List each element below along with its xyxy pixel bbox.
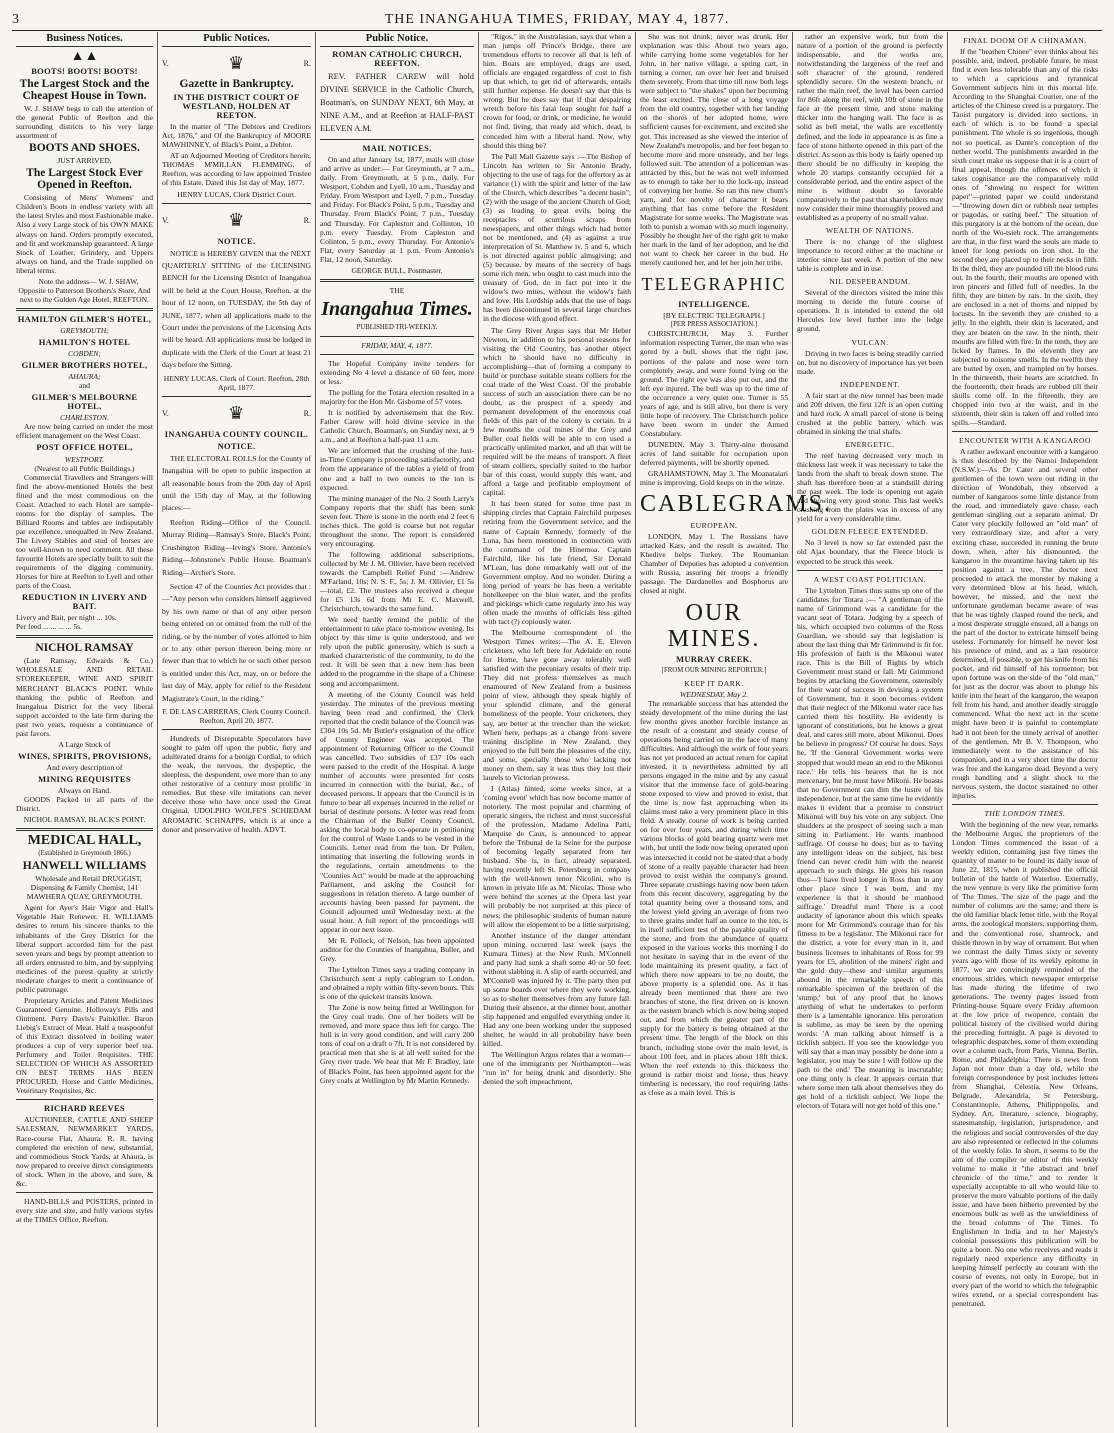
mine-heading: ENERGETIC. bbox=[845, 439, 895, 449]
news-item: It is notified by advertisement that the Rev. Father Carew will hold divine service in the Catholic Church, Boatman's, on Sunday next, at 9 a.m., and at Reefton a half-past 11 a.m. bbox=[320, 408, 474, 445]
court-heading: IN THE DISTRICT COURT OF WESTLAND, HOLDEN AT REETON. bbox=[173, 92, 300, 121]
london-times-heading: THE LONDON TIMES. bbox=[984, 808, 1066, 818]
news-item: The Melbourne correspondent of the Westport Times writes:—The A. E. Eleven cricketers, who left here for Adelaide en route for Home, have gone away tolerably well satisfied with the pecuniary results of their trip. They did not profess themselves as much enamoured of New Zealand from a business point of view, although they speak highly of your splendid climate, and the general homeliness of the people. Your cricketers, they say, are better at the trencher than the wicket. When here, perhaps as a change from severe training discipline in New Zealand, they enjoyed to the full bent the pleasures of the city, and some, specially those who lacking not money on them, say it was thus they lost their laurels to Victorian prowess. bbox=[483, 628, 631, 782]
politician-body: The Lyttelton Times thus sums up one of the candidates for Totara :— "A gentleman of the name of Grimmond was a candidate for the vacant seat of Totara. Judging by a speech of his, which occupied two columns of the Ross Guardian, we should say that legislation is about the last thing that Mr Grimmond is fit for. His profession of faith is the Mikonui water race. This is the Bill of Rights by which Government must stand or fall. Mr Grimmond begins by attacking the Government, ostensibly for their want of success in devising a system of Government, but it soon becomes evident that their neglect of the Mikonui water race has carried them his hostility. He evidently is ignorant of constitutions, but he knows a great deal, and cares still more, about Mikonui. Does he believe in progress? Of course he does. Says he, 'If the General Government works were stopped that would mean an end to the Mikonui race.' He tells his hearers that he is not mercenary, but he must have Mikoni. He boasts that no Government can dim the lustre of his independence, but at the same time he evidently makes it evident that a promise to construct Mikonui will buy his vote on any subject. One shudders at the prospect of seeing such a man sitting in Parliament. He wants manhood suffrage. Of course he does; but as to having any intelligent ideas on the subject, his best friend can never credit him with the nearest approach to such things. He gives his reason thus—'I have lived longer in Ross than in any other place since I was born, and my experience is that it should be manhood suffrage.' Dreadful man! There is a cool audacity of ignorance about this which speaks more for Mr Grimmond's courage than for his fitness to be a legislator. The Mikonui race for the district, a vote for every man in it, and business licenses to inhabitants of Ross for 99 years for £5, abolition of the miners' right and the gold duty—these and similar arguments abound in the remarkable speech of this remarkable specimen of the brethren of the 'stump;' but of any proof that he knows anything of what he undertakes to perform there is a lamentable ignorance. His peroration is sublime, as may be seen by the opening words: 'A man talking about himself is a ticklish subject. If you see the knowledge you will say that a man may possibly be done into a legislator, you may be sure I will follow up the path to the end.' The meaning is inscrutable; one thing only is clear. It appears certain that where some men talk about themselves they do get hold of a ticklish subject. We hope the electors of Totara will not get hold of this one." bbox=[797, 585, 943, 1111]
news-item: "Rigos," in the Australasian, says that when a man jumps off Prince's Bridge, there are tremendous efforts to recover all that is left of him. Boats are employed, drags are used, officials are engaged regardless of cost to fish up that which, to get rid of afterwards, entails still further expense. He doesn't say that this is wrong. But he does say that if that despairing wretch before his fatal leap sought for half a crown for food, or drink, or medicine, he would not find, living, that ready aid which, dead, is conceded him with a liberal hand. Now, why should this thing be? bbox=[483, 32, 631, 150]
medical-hall-name: HANWELL WILLIAMS bbox=[22, 860, 147, 873]
council-section-47: Section 47 of the Counties Act provides that :—"Any person who considers himself aggrieved by his own name or that of any other person being entered on or omitted from the roll of the riding, or by the number of votes allotted to him or to any other person thereon being more or fewer than that to which he or such other person is entitled under this Act, may, on or before the last day of May, apply for relief to the Resident Magistrate's Court, in the riding." bbox=[162, 581, 311, 703]
livery-heading: REDUCTION IN LIVERY AND BAIT. bbox=[21, 592, 148, 612]
telegram-item: CHRISTCHURCH, May 3. Further information respecting Turner, the man who was gored by a bull, shows that the right jaw, portions of the palate and nose were torn completely away, and were found lying on the ground. The right eye was also put out, and the left eye injured. The bull was up to the time of the occurrence a very quiet one. Turner is 55 years of age, and is still alive, but there is very little hope of recovery. The Christchurch police have been sworn in under the Armed Constabulary. bbox=[640, 329, 788, 438]
hotel-line: GILMER BROTHERS HOTEL, bbox=[21, 360, 148, 371]
telegram-item: GRAHAMSTOWN, May 3. The Moanataiari mine is improving. Gold keeps on in the winze. bbox=[640, 469, 788, 488]
divider bbox=[320, 336, 474, 337]
reeves-body: AUCTIONEER, CATTLE AND SHEEP SALESMAN, NEWMARKET YARDS, Race-course Flat, Ahaura. R. R. having completed the erection of new, substantial, and commodious Stock Yards, at Ahaura, is now prepared to receive direct consignments of stock. When in the above, and sure, & &c. bbox=[16, 1115, 153, 1188]
court-signature: HENRY LUCAS, Clerk District Court. bbox=[177, 189, 296, 199]
cablegrams-heading: CABLEGRAMS. bbox=[640, 491, 833, 518]
news-item: The following additional subscriptions, collected by Mr J. M. Ollivier, have been received towards the Campbell Relief Fund :—Andrew M'Farland, 10s; N. S. F., 5s; J. M. Ollivier, £1 5s—total, £2. The trustees also received a cheque for £5 13s 6d from Mr E. C. Maxwell, Christchurch, towards the same fund. bbox=[320, 549, 474, 614]
mail-body: On and after January 1st, 1877, mails will close and arrive as under:— For Greymouth, at 7 a.m., daily. From Greymouth, at 5 p.m., daily. For Westport, Cobden and Lyell, 10 a.m., Tuesday and Friday. From Westport and Lyell, 7 p.m., Tuesday and Friday. For Black's Point, 5 p.m., Tuesday and Thursday. From Black's Point, 7 p.m., Tuesday and Thursday. For Capleston and Collinton, 10 p.m. every Tuesday. From Capleston and Colinton, 5 p.m., every Thursday. For Antonio's Flat, every Saturday at 1 p.m. From Antonio's Flat, 12 noon, Saturday. bbox=[320, 155, 474, 264]
chinaman-heading: FINAL DOOM OF A CHINAMAN. bbox=[963, 36, 1087, 45]
section-header: Public Notices. bbox=[162, 32, 311, 47]
paper-title: Inangahua Times. bbox=[321, 297, 473, 320]
news-item: Another instance of the danger attendant upon mining occurred last week (says the Kumara Times) at the New Rush. M'Connell and party had sunk a shaft some 40 or 50 feet, without slabbing it. A slip of earth occurred, and M'Connell was injured by it. The party then put up some boards over where they were working, so as to shelter themselves from any future fall. During their absence, at the dinner hour, another slip happened and engulfed everything under it. Had any one been working under the supposed shelter, he would in all probability have been killed. bbox=[483, 930, 631, 1049]
licensing-notice-body: NOTICE is HEREBY GIVEN that the NEXT QUARTERLY SITTING of the LICENSING BENCH for the Licensing District of Inangahua will be held at the Court House, Reefton, at the hour of 12 noon, on TUESDAY, the 5th day of JUNE, 1877, when all applications made to the Court under the provisions of the Licensing Acts will be heard. All applications must be lodged in duplicate with the Clerk of the Court at least 21 days before the Sitting. bbox=[162, 248, 311, 370]
paper-the: THE bbox=[389, 285, 405, 295]
shaw-headline: The Largest Stock and the Cheapest House in Town. bbox=[19, 78, 150, 103]
telegraphic-press: [PER PRESS ASSOCIATION.] bbox=[670, 321, 758, 329]
medical-hall-address: Wholesale and Retail DRUGGIST, Dispensing & Family Chemist, 141 MAWHERA QUAY, GREYMOUTH. bbox=[26, 874, 143, 902]
telegraphic-by: [BY ELECTRIC TELEGRAPH.] bbox=[663, 311, 765, 321]
crest-v: V. bbox=[162, 216, 169, 226]
post-office-note: (Nearest to all Public Buildings.) bbox=[34, 463, 135, 473]
court-body: AT an Adjourned Meeting of Creditors herein, THOMAS M'MILLAN FLEMMING, of Reefton, was according to law appointed Trustee of this Estate. Dated this 1st day of May, 1877. bbox=[162, 151, 311, 188]
shaw-body: Consisting of Mens' Womens' and Children's Boots in endless variety with all the latest Styles and most Fashionable make. Also a very Large stock of his OWN MAKE always on hand. Orders promptly executed, and fit and workmanship guaranteed. A large Stock of Leather, Grindery, and Uppers always on hand, and the Trade supplied on liberal terms. bbox=[16, 193, 153, 275]
handbills-ad: HAND-BILLS and POSTERS, printed in every size and size, and fully various styles at the TIMES Office, Reefton. bbox=[16, 1196, 153, 1224]
ramsay-line: Always on Hand. bbox=[58, 786, 111, 795]
church-heading: ROMAN CATHOLIC CHURCH, REEFTON. bbox=[332, 49, 462, 69]
mine-report: There is no change of the slightest importance to record either at the machine or interior since last week. A portion of the new table is complete and in use. bbox=[797, 237, 943, 274]
livery-price: Livery and Bait, per night ... 10s. bbox=[16, 613, 117, 623]
post-office-body: Commercial Travellers and Strangers will find the above-mentioned Hotels the best fitted and the most commodious on the Coast. Attached to each Hotel are sample-rooms for the display of samples. The Billiard Rooms and tables are indisputably par excellence, unequalled in New Zealand. The Livery Stables and stud of horses are too well-known to need comment. All these favourite Hotels are specially built to suit the requirements of the digging community. Horses for hire at Reefton to Lyell and other parts of the Coast. bbox=[16, 472, 153, 591]
divider bbox=[320, 139, 474, 140]
ramsay-line: WINES, SPIRITS, PROVISIONS, bbox=[17, 750, 152, 761]
mine-report: No 3 level is now so far extended past the old Ajax boundary, that the Fleece block is expected to be struck this week. bbox=[797, 538, 943, 566]
shaw-just-arrived: JUST ARRIVED, bbox=[57, 156, 112, 166]
post-office-town: WESTPORT. bbox=[64, 454, 105, 464]
crest-r: R. bbox=[303, 216, 311, 226]
mine-heading: WEALTH OF NATIONS. bbox=[825, 225, 915, 235]
column-business-notices bbox=[12, 32, 158, 1427]
kangaroo-body: A rather awkward encounter with a kangaroo is thus described by the Namoi Independent (N.S.W.):—As Dr Cater and several other gentlemen of the town were out riding in the direction of Wondobah, they observed a number of kangaroos some little distance from the road, and immediately gave chase, each gentleman singling out a separate animal. Dr Cater very pluckily followed an "old man" of very extraordinary size, and after a very exciting chase, succeeded in running the brute down, when, after his dismounted, the kangaroo in the meantime having taken up his position against a tree. The doctor next proceeded to attack the monster by making a very determined blow at his head, which, however, he missed, and the next the unfortunate gentleman became aware of was that he was tightly clasped round the neck, and a most desperate struggle ensued, all a hangs on the part of the doctor to extricate himself being useless. Fortunately for himself he never lost his presence of mind, and as a last resource determined, if possible, to get his knife from his pocket, and rid himself of his tormentor; but upon fortune was on the side of the "old man," for just as the doctor was about to plunge his knife into the heart of the kangaroo, the weapon fell from his hand, and another deadly struggle commenced. What the next act in the scene might have been it is painful to contemplate had it not been for the timely arrival of another of the gentlemen, Mr B. V. Thompson, who immediately went to the assistance of his companion, and in a very short time the doctor was free and the kangaroo dead. Beyond a very rough handling and a slight shock to the nervous system, the doctor sustained no other injuries. bbox=[952, 447, 1098, 800]
shaw-boots-heading: BOOTS AND SHOES. bbox=[29, 142, 140, 155]
ramsay-line: GOODS Packed to all parts of the District. bbox=[16, 795, 153, 814]
hotel-line: and bbox=[79, 381, 90, 391]
shaw-address: Note the address— W. J. SHAW, Opposite to Patterson Brothers's Store, And next to the Golden Age Hotel, REEFTON. bbox=[18, 276, 151, 304]
royal-crest bbox=[162, 401, 311, 427]
mine-heading: GOLDEN FLEECE EXTENDED. bbox=[811, 527, 929, 537]
section-header: Public Notice. bbox=[320, 32, 474, 47]
telegraphic-subheading: INTELLIGENCE. bbox=[678, 299, 750, 310]
divider bbox=[16, 1099, 153, 1100]
notice-heading: NOTICE. bbox=[217, 235, 256, 246]
divider bbox=[797, 570, 943, 571]
mail-signature: GEORGE BULL, Postmaster. bbox=[351, 265, 443, 275]
council-signature: F. DE LAS CARRERAS, Clerk County Council. Reefton, April 20, 1877. bbox=[162, 706, 311, 726]
hotel-line: HAMILTON GILMER'S HOTEL, bbox=[17, 313, 152, 324]
divider bbox=[162, 396, 311, 397]
ramsay-line: A Large Stock of bbox=[58, 739, 111, 749]
reeves-heading: RICHARD REEVES bbox=[44, 1103, 125, 1114]
news-item: It has been stated for some time past in shipping circles that Captain Fairchild purposes retiring from the Government service, and the name of Captain Kennedy, formerly of the Luna, has been mentioned in connection with the command of the Hinemoa. Captain Fairchild, like his late friend, Sir Donald M'Lean, has done remarkably well out of the Government employ. And no wonder. During a long period of years he has been a veritable hotelkeeper on the blue water, and the profits and pickings which came regularly into his way often made the mouths of officials less gifted with tact (?) copiously water. bbox=[483, 499, 631, 626]
divider bbox=[162, 729, 311, 730]
divider bbox=[16, 635, 153, 638]
cablegram-body: LONDON, May 1. The Russians have attacked Kars, and the result is awaited. The Khedive helps Turkey. The Roumanian Chamber of Deputies has adopted a convention with Russia, assuring her troops a friendly passage. The Dardanelles and Bosphorus are closed at night. bbox=[640, 532, 788, 596]
page-number: 3 bbox=[12, 12, 20, 27]
news-item: We are informed that the crushing of the Just-in-Time Company is proceeding satisfactorily, and from the appearance of the tables a yield of from one and a half to two ounces to the ton is expected. bbox=[320, 446, 474, 492]
coat-of-arms-icon: ♛ bbox=[228, 52, 245, 73]
news-item: The mining manager of the No. 2 South Larry's Company reports that the shaft has been sunk seven feet. There is stone in the north end 2 feet 6 inches thick. The gold is coarse but not regular throughout the stone. The report is considered very encouraging. bbox=[320, 493, 474, 548]
hotel-line: GILMER'S MELBOURNE HOTEL, bbox=[31, 392, 138, 412]
kangaroo-heading: ENCOUNTER WITH A KANGAROO bbox=[959, 436, 1091, 446]
paper-frequency: PUBLISHED TRI-WEEKLY. bbox=[356, 323, 438, 331]
news-item: She was not drunk; never was drunk. Her explanation was this: About two years ago, while carrying home some vegetables for her John, in her native village, a spring cart, in turning a corner, ran over her feet and bruised them severely. From that time till now both legs were subject to "the shakes" upon her becoming the least excited. The close of a long voyage from the old country, together with her landing on the shores of her adopted home, were sufficient causes for excitement, and excited she got. This increased as she viewed the interior of New Zealand's metropolis, and her feet began to become more and more unsteady, and her legs followed suit. The attention of a policeman was attracted by this, but he was not well informed as to enough to take her to the lock-up, instead of conveying her home. So ran this new chum's yarn, and for novelty of character it bears anything that has come before the Resident Magistrate for some weeks. The Magistrate was loth to punish a woman with so much ingenuity. Possibly he thought her of the right grit to make her mark in the land of her adoption, and he did not want to check her career in the bud. He merely cautioned her, and let her join her tribe. bbox=[640, 32, 788, 268]
mail-heading: MAIL NOTICES. bbox=[362, 143, 432, 154]
mine-report: A fair start at the new tunnel has been made and 20ft driven, the first 12ft is an open cutting and hard rock. A small parcel of stone is being crushed at the public battery, which was obtained in sinking the trial shafts. bbox=[797, 390, 943, 436]
council-notice: NOTICE. bbox=[217, 440, 256, 451]
section-header: Business Notices. bbox=[16, 32, 153, 47]
boot-icon: ▲▲ bbox=[70, 49, 99, 65]
livery-price: Per feed ... ... ... ... 5s. bbox=[16, 622, 83, 632]
council-heading: INANGAHUA COUNTY COUNCIL. bbox=[164, 428, 309, 439]
news-item: Mr R. Pollock, of Nelson, has been appointed auditor for the Counties of Inangahua, Buller, and Grey. bbox=[320, 935, 474, 963]
medical-hall-heading: MEDICAL HALL, bbox=[27, 833, 142, 849]
chinaman-body: If the "heathen Chinee" ever thinks about his possible, and, indeed, probable future, he must find it even less tolerable than any of the risks to which a capricious and tyrannical Government subjects him in this mortal life. According to the Shanghai Courier, one of the articles of the Chinese creed is a purgatory. The Taoist purgatory is divided into sections, in each of which is to be found a special punishment. The whole is so ingenious, though not so poetical, as Dante's conception of the nether world. The punishments awarded in the sixth court make us suppose that it is a court of final appeal, though the offences of which it takes cognisance are the comparatively mild ones of "showing no respect for written paper"—printed paper we could understand—"throwing down dirt or rubbish near temples or pagodas, or eating beef." The situation of this purgatory is at the bottom of the ocean, due north of the Wo-tsieh rock. The arrangements are that, in the first ward the souls are made to kneel for long periods on iron shot. In the second they are placed up to their necks in filth. In the third, they are pounded till the blood runs out. In the fourth, their mouths are opened with iron pincers and filled full of needles. In the fifth, they are bitten by rats. In the sixth, they are enclosed in a net of thorns and nipped by locusts. In the seventh they are crushed to a jelly. In the eighth, their skin is lacerated, and they are beaten on the raw. In the ninth, their mouths are filled with fire. In the tenth, they are licked by flames. In the eleventh they are subjected to noisome smells. In the twelfth they are butted by oxen, and trampled on by horses. In the thirteenth, their hearts are scratched. In the fourteenth, their heads are rubbed till their skulls come off. In the fifteenth, they are chopped into two at the waist, and in the sixteenth, their skin is taken off and rolled into spills.—Standard. bbox=[952, 47, 1098, 427]
ramsay-line: And every description of bbox=[46, 762, 123, 772]
medical-hall-sub: (Established in Greymouth 1866.) bbox=[38, 850, 131, 858]
church-body: REV. FATHER CAREW will hold DIVINE SERVICE in the Catholic Church, Boatman's, on SUNDAY NEXT, 6th May, at NINE A.M., and at Reefton at HALF-PAST ELEVEN A.M. bbox=[320, 72, 474, 134]
hotel-line: HAMILTON'S HOTEL bbox=[38, 336, 131, 347]
divider bbox=[162, 203, 311, 204]
masthead bbox=[12, 6, 1102, 31]
licensing-signature: HENRY LUCAS, Clerk of Court. Reefton, 28th April, 1877. bbox=[163, 373, 310, 392]
mine-report: The reef having decreased very much in thickness last week it was necessary to take the lands from the shaft to break down stone. The shaft has therefore been at a standstill during the past week. The lode is opening out again and showing very good stone. This last week's crushing from the plates was in excess of any yield for a very considerable time. bbox=[797, 451, 943, 524]
shaw-top: BOOTS! BOOTS! BOOTS! bbox=[31, 66, 138, 77]
mining-date: WEDNESDAY, May 2. bbox=[679, 689, 749, 699]
news-item: The Grey River Argus says that Mr Heber Newton, in addition to his personal reasons for visiting the Old Country, has another object which he should have no difficulty in accomplishing—that of forming a company to build or purchase suitable steam colliers for the coal trade of the West Coast. Of the probable success of such an association there can be no doubt, as the prospect of a speedy and permanent development of the enormous coal fields of this part of the colony is certain. In a few months the coal mines of the Grey and Buller coal fields will be able to con used a practically unlimited market, and all that will be required will be the means of transport. A fleet of steam colliers, specially suited to the harbor bar of this coast, would supply this want, and afford a large and profitable employment of capital. bbox=[483, 325, 631, 498]
news-item: I (Atlas) hinted, some weeks since, at a 'coming event' which has now become matter of notoriety. The most popular and charming of operatic singers, the richest and most successful of the profession, Madame Adelina Patti, Marquise de Caux, is announced to appear before the Tribunal de la Seine for the purpose of becoming legally separated from her husband. She is, in fact, already separated, having recently left St. Petersburg in company with the well-known tenor Nicolini, who is known in private life as M. Nicolas. Those who were behind the scenes at the Opera last year will probably be not surprised at this piece of news; the philosophic students of human nature will allow the elopement to be a little surprising. bbox=[483, 783, 631, 929]
mining-reporter: [FROM OUR MINING REPORTER.] bbox=[661, 666, 767, 674]
divider bbox=[320, 279, 474, 282]
politician-heading: A WEST COAST POLITICIAN. bbox=[813, 574, 927, 584]
editorial-date: FRIDAY, MAY, 4, 1877. bbox=[361, 340, 433, 350]
gazette-heading: Gazette in Bankruptcy. bbox=[179, 78, 294, 91]
column-telegraphic bbox=[636, 32, 833, 1427]
column-public-notices bbox=[158, 32, 316, 1427]
news-item: We need hardly remind the public of the entertainment to take place to-morrow evening. Its object by this time is quite understood, and we rely upon the public generosity, which is such a marked characteristic of the community, to do the rest. It will be seen that a new item has been added to the programme in the shape of a Chinese song and accompaniment. bbox=[320, 615, 474, 688]
post-office-hotel: POST OFFICE HOTEL, bbox=[36, 442, 133, 453]
mine-report: Driving in two faces is being steadily carried on, but no discovery of importance has yet been made. bbox=[797, 348, 943, 376]
hotel-line: CHARLESTON. bbox=[59, 413, 110, 423]
news-item: The Pall Mall Gazette says :—The Bishop of Lincoln has written to Sir Antonio Brady, objecting to the use of tags for the offertory as at variance (1) with the spirit and letter of the law of the Church, which describes "a decent basin"; (2) with the usage of the ancient Church of God; (3) as leading to great evils, being the receptacles of scurrilous scraps from newspapers, and other things which had better not be mentioned, and (4) as against a true interpretation of St. Matthew iv. 5 and 6, which is not directed against public almsgiving; and (5) because, by means of the secrecy of bags some rich men, who ought to cast much into the treasury of God, do in fact put into it the widow's two mites, without the widow's faith and love. His Lordship adds that the use of bags has been discontinued in several large churches in the diocese with good effect. bbox=[483, 151, 631, 324]
news-item: The Hopeful Company invite tenders for extending No 4 level a distance of 60 feet, more or less. bbox=[320, 358, 474, 387]
ramsay-body: (Late Ramsay, Edwards & Co.) WHOLESALE AND RETAIL STOREKEEPER, WINE AND SPIRIT MERCHANT BLACK'S POINT. While thanking the public of Reefton and Inangahua District for the very liberal support accorded to the late firm during the past two years, requests a continuance of past favors. bbox=[16, 656, 153, 738]
column-public-notice-editorial bbox=[316, 32, 479, 1427]
ramsay-line: MINING REQUISITES bbox=[38, 773, 131, 784]
crest-r: R. bbox=[303, 58, 311, 68]
divider bbox=[952, 804, 1098, 805]
mine-heading: VULCAN. bbox=[851, 337, 889, 347]
columns bbox=[12, 32, 1102, 1427]
news-item: The polling for the Totara election resulted in a majority for the Hon Mr. Gisborne of 57 votes. bbox=[320, 388, 474, 407]
european-heading: EUROPEAN. bbox=[690, 521, 738, 531]
our-mines-heading: OUR MINES. bbox=[667, 599, 761, 652]
hotel-line: COBDEN; bbox=[68, 349, 101, 359]
news-item: The Wellington Argus relates that a woman—one of the immigrants per Northampton—was "run in" for being drunk and disorderly. She denied the soft impeachment, bbox=[483, 1050, 631, 1087]
mine-heading: NIL DESPERANDUM. bbox=[829, 277, 911, 287]
column-news-continued bbox=[479, 32, 636, 1427]
ramsay-line: NICHOL RAMSAY, BLACK'S POINT. bbox=[23, 815, 146, 825]
news-item: A meeting of the County Council was held yesterday. The minutes of the previous meeting having been read and confirmed, the Clerk reported that the credit balance of the Council was £304 10s 5d. Mr Butler's resignation of the office of County Engineer was accepted. The appointment of Returning Officer to the Council was cancelled. Two subsidies of £37 10s each were passed to the credit of the Hospital. A large number of accounts were presented for costs incurred in connection with the burial, &c., of deceased persons. It appears that the Council is in future to bear all expenses incurred in the relief or burial of destitute persons. A letter was read from the Chairman of the Buller County Council, asking the local body to co-operate in petitioning for the control of Waste Lands to be vested in the Councils. Letter read from the hon. Dr Pollen, intimating that inserting the following words in the regulations, certain amendments to the "Counties Act" would be made at the approaching Parliament, and asking the Council for suggestions in relation thereto. A large number of accounts having been passed for payment, the Council adjourned until Wednesday next, at the usual hour. A full report of the proceedings will appear in our next issue. bbox=[320, 689, 474, 934]
shaw-intro: W. J. SHAW begs to call the attention of the general Public of Reefton and the surrounding districts to his very large assortment of bbox=[16, 104, 153, 141]
divider bbox=[16, 1192, 153, 1193]
court-matter: In the matter of "The Debtors and Creditors Act, 1876," and Of the Bankruptcy of MOORE MAWHINNEY, of Black's Point, a Debtor. bbox=[162, 122, 311, 150]
council-body: THE ELECTORAL ROLLS for the County of Inangahua will be open to public inspection at all reasonable hours from the 20th day of April until the 15th day of May, at the following places:— bbox=[162, 453, 311, 513]
keep-it-dark-heading: KEEP IT DARK. bbox=[684, 678, 744, 688]
coat-of-arms-icon: ♛ bbox=[228, 403, 245, 424]
royal-crest bbox=[162, 208, 311, 234]
medical-hall-body: Agent for Ayer's Hair Vigor and Hall's Vegetable Hair Renewer. H. WILLIAMS desires to return his sincere thanks to the inhabitants of the Grey District for the liberal support accorded him for the past seven years and begs by prompt attention to all orders entrusted to him, and by supplying medicines of the purest quality at strictly moderate charges to merit a continuance of public patronage. bbox=[16, 903, 153, 994]
divider bbox=[320, 354, 474, 355]
news-item: The Lyttelton Times says a trading company in Christchurch sent a reply cablegram to London, and obtained a reply within fifty-seven hours. This is one of the quickest transits known. bbox=[320, 964, 474, 1002]
divider bbox=[952, 431, 1098, 432]
telegram-item: DUNEDIN, May 3. Thirty-nine thousand acres of land suitable for occupation upon deferred payments, will be shortly opened. bbox=[640, 439, 788, 468]
hotel-line: AHAURA; bbox=[68, 372, 101, 382]
mine-report: Several of the directors visited the mine this morning to decide the future course of operations. It is intended to extend the old Hercules low level further into the ledge ground. bbox=[797, 288, 943, 334]
column-features bbox=[948, 32, 1102, 1427]
masthead-title: THE INANGAHUA TIMES, FRIDAY, MAY 4, 1877. bbox=[384, 12, 730, 27]
column-mines-continued bbox=[793, 32, 948, 1427]
hotel-line: GREYMOUTH; bbox=[60, 325, 109, 335]
medical-hall-list: Proprietary Articles and Patent Medicines Guaranteed Genuine. Holloway's Pills and Ointment. Perry Davis's Painkiller. Baron Liebig's Extract of Meat. Half a teaspoonful of this Extract dissolved in boiling water produces a cup of very superior beef tea. Perfumery and Toilet Requisites. THE SELECTION OF WHICH AS ASSORTED ON BEST TERMS HAS BEEN PROCURED. Horse and Cattle Medicines, Veterinary Requisites, &c. bbox=[16, 995, 153, 1096]
crest-v: V. bbox=[162, 58, 169, 68]
crest-r: R. bbox=[303, 409, 311, 419]
royal-crest bbox=[162, 50, 311, 76]
telegraphic-heading: TELEGRAPHIC bbox=[641, 274, 787, 295]
mining-body: The remarkable success that has attended the steady development of the mine during the last few months gives another forcible instance as the result of a constant and steady course of operations being carried on in the face of many difficulties. And although the work of four years has not yet produced an actual return for capital invested, it is nevertheless admitted by all persons engaged in the mine and by any casual visitor that the immense face of gold-bearing stone exposed to view and proved to exist, that the time is now fast approaching when its claims must take a very prominent place in this field. A steady course of work is being carried on for over four years, and during which time various blocks of gold bearing quartz were met with, but until the lode now being operated upon was intersected it could not be stated that a body of stone of a really payable character had been proved to exist within the company's ground. Three separate crushings having now been taken from this recent discovery, aggregating by the total quantity being over a thousand tons, and the lowest yield giving an average of from two to three grains under half an ounce to the ton, is in itself sufficient test of the payable quality of the stone, and from the abundance of quartz exposed in the various works this morning I do not hesitate in saying that in the event of the lode maintaining its present quality, a fact of which there now appears to be no doubt, the above property is a splendid one. As it has already been mentioned that there are two branches of stone, the first driven on is known as the eastern branch which is now being stoped out, and from which the greater part of the supply for the battery is being obtained at the present time. The length of the block on this branch, including stone over the main level, is about 100 feet, and in places about 18ft thick. When the reef extends to this thickness the ground is rather moist and loose, thus heavy timbering is necessary, the roof requiring laths as close as a main level. This is bbox=[640, 698, 788, 1097]
hotel-body: Are now being carried on under the most efficient management on the West Coast. bbox=[16, 422, 153, 441]
mining-body: rather an expensive work, but from the nature of a portion of the ground is perfectly indispensable, and the works are, notwithstanding the largeness of the reef and soft character of the ground, rendered splendidly secure. On the western branch, or rather the main reef, the level has been carried for 86ft along the reef, with 10ft of stone in the face at the present time, and stone making thicker into the hanging wall. The face is as solid as bell metal, the walls are excellently defined, and the lode in appearance is as fine a face of stone hitherto opened in this part of the district. As soon as this body is fairly opened up there should be no difficulty in keeping the whole 20 stamps constantly occupied for a considerable period, and the entire aspect of the mine is without doubt so favorable comparatively to the past that shareholders may now consider their mine thoroughly proved and established as a property of no small value. bbox=[797, 32, 943, 222]
crest-v: V. bbox=[162, 409, 169, 419]
news-item: The Zone is now being fitted at Wellington for the Grey coal trade. One of her boilers will be removed, and more space thus left for cargo. The hull is in very good condition, and will carry 200 tons of coal on a draft o 7ft. It is not considered by practical men that she is at all well suited for the Grey river trade. We hear that Mr F. Bradley, late of Black's Point, has been appointed agent for the Grey coals at Wellington by Mr Martin Kennedy. bbox=[320, 1003, 474, 1085]
murray-creek-heading: MURRAY CREEK. bbox=[676, 653, 752, 664]
mine-heading: INDEPENDENT. bbox=[839, 379, 901, 389]
schnapps-ad: Hundreds of Disreputable Speculators have sought to palm off upon the public, fiery and adulterated drams for a benign Cordial, to which the weak, the nervous, the dyspeptic, the sleepless, the despondent, owe more than to any other restorative of a century most prolific in remedies. But these vile imitations can never deceive those who have once used the Great Original, UDOLPHO WOLFE'S SCHIEDAM AROMATIC SCHNAPPS, which is at once a donor and preservative of health. ADVT. bbox=[162, 734, 311, 834]
divider bbox=[16, 308, 153, 311]
council-places: Reefton Riding—Office of the Council. Murray Riding—Ramsay's Store, Black's Point. Crushington Riding—Irving's Store. Antonio's Riding—Johnstone's Public House. Boatman's Riding—Archer's Store. bbox=[162, 517, 311, 577]
ramsay-heading: NICHOL RAMSAY bbox=[35, 642, 134, 655]
london-times-body: With the beginning of the new year, remarks the Melbourne Argus, the proprietors of the London Times commenced the issue of a weekly edition, containing just five times the quantity of matter to be found its daily issue of June 22, 1815, when it published the official bulletin of the battle of Waterloo. Externally, the new venture is very like the primitive form of The Times. The size of the page and the number of columns are the same; and there is the old familiar black letter title, with the Royal arms, the zoological monsters, supporting them, and the conventional rose, shamrock, and thistle thrown in by way of ornament. But when we contrast the daily Times sixty or seventy years ago with those of its weekly epitome in 1877, we are convincingly reminded of the enormous strides which newspaper enterprise has made during the lifetime of two generations. The twenty pages issued from Printing-house Square every Friday afternoon at the low price of twopence, contain the political history of the civilised world during the preceding fortnight. A page is devoted to telegraphic despatches, some of them extending over a column each, from Paris, Vienna, Berlin, Rome, and Philadelphia. There is news from Japan not more than a day old, while the foreign correspondence by post includes letters from Shanghai, Celestia, New Orleans, Belgrade, Alexandria, St Petersburg, Constantinople, Athens, Philippopolis, and Sydney. Art, literature, science, biography, statesmanship, legislation, jurisprudence, and the religious and social controversies of the day are also represented or reflected in the columns of the weekly folio. In short, it seems to be the aim of the compiler or editor of this weekly volume to make it "the abstract and brief chronicle of the time," and to render it especially acceptable to all who would like to preserve the more valuable portions of the daily issue, and have been hitherto prevented by the enormous bulk as well as the unwieldiness of the broad columns of The Times. To Englishmen in India and to her Majesty's colonial possessions this publication will be quite a boon. No one who receives and reads it regularly need experience any difficulty in keeping himself perfectly au courant with the course of events, not only in Europe, but in every part of the world to which the telegraphic wires extend, or a special correspondent has penetrated. bbox=[952, 819, 1098, 1309]
coat-of-arms-icon: ♛ bbox=[228, 210, 245, 231]
divider bbox=[16, 828, 153, 831]
shaw-largest-stock: The Largest Stock Ever Opened in Reefton. bbox=[26, 167, 143, 192]
